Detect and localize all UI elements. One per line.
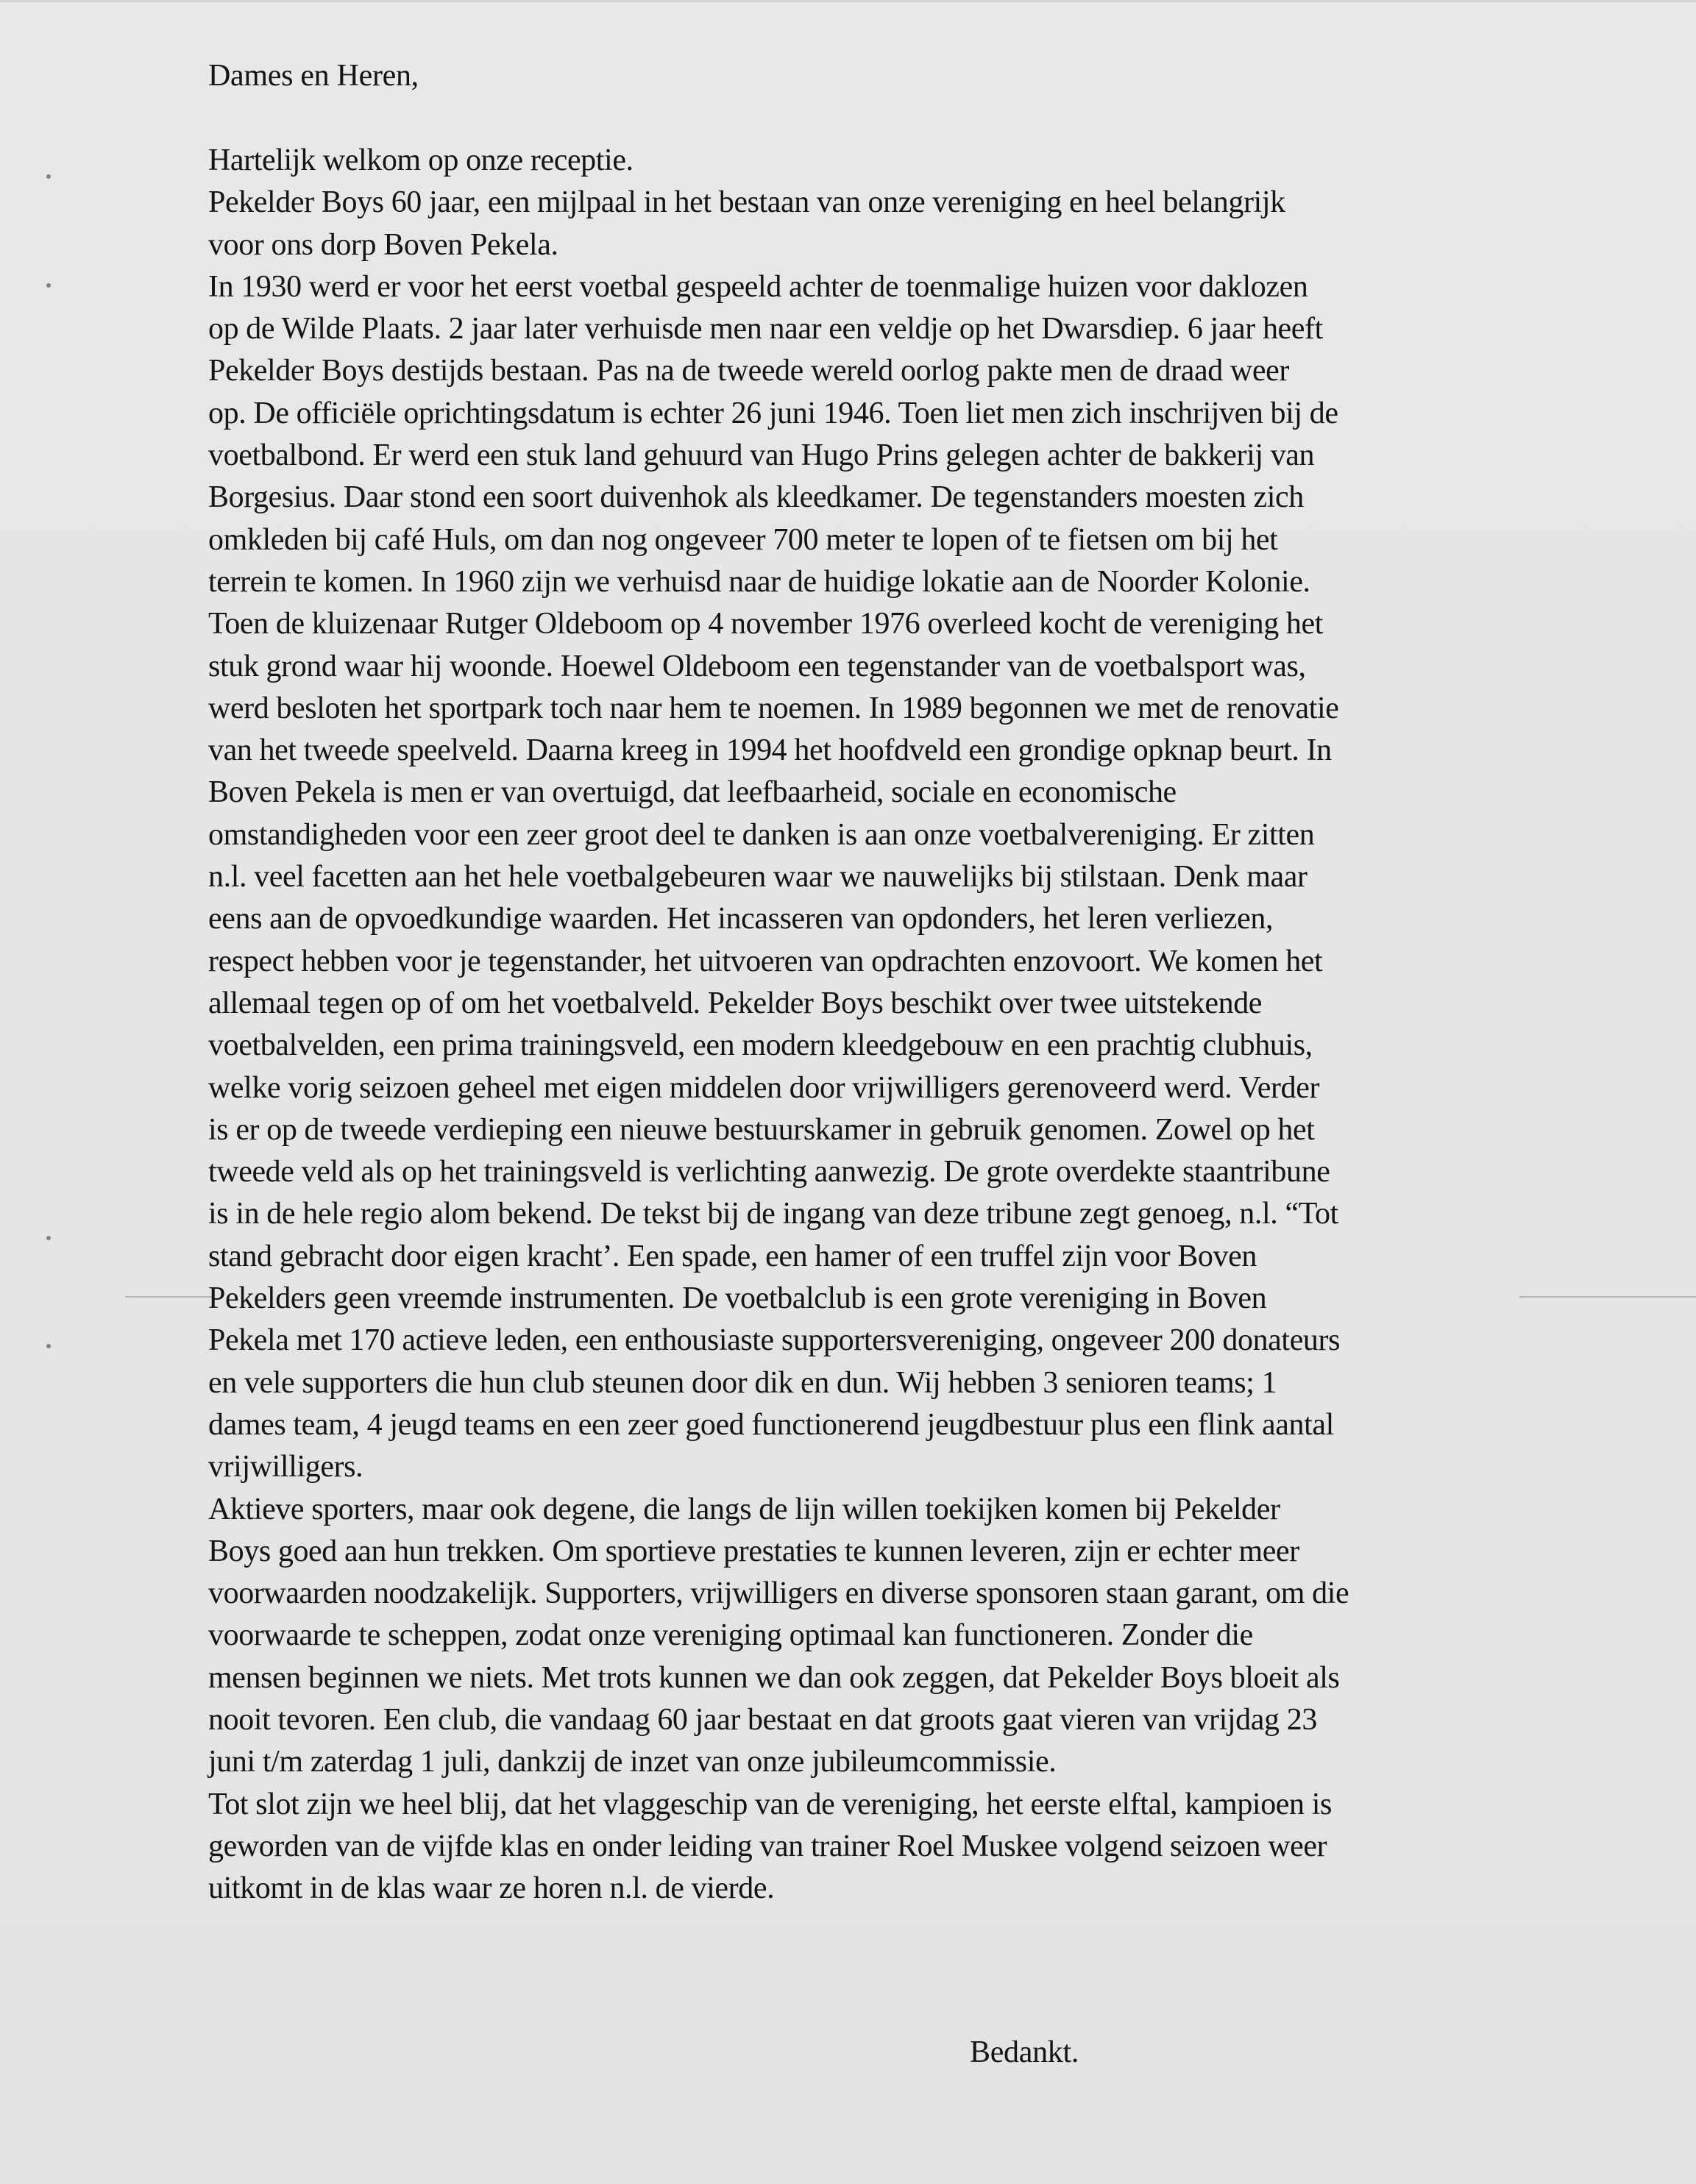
body-line: voorwaarde te scheppen, zodat onze vereniging optimaal kan functioneren. Zonder die xyxy=(208,1618,1253,1653)
body-line: voetbalbond. Er werd een stuk land gehuurd van Hugo Prins gelegen achter de bakkerij van xyxy=(208,438,1315,473)
body-line: voetbalvelden, een prima trainingsveld, een modern kleedgebouw en een prachtig clubhuis, xyxy=(208,1028,1313,1063)
body-line: van het tweede speelveld. Daarna kreeg in 1994 het hoofdveld een grondige opknap beurt. In xyxy=(208,733,1332,768)
body-line: vrijwilligers. xyxy=(208,1450,363,1484)
body-line: stuk grond waar hij woonde. Hoewel Oldeboom een tegenstander van de voetbalsport was, xyxy=(208,649,1306,683)
body-line: Pekelder Boys destijds bestaan. Pas na de tweede wereld oorlog pakte men de draad weer xyxy=(208,354,1289,388)
body-line: In 1930 werd er voor het eerst voetbal gespeeld achter de toenmalige huizen voor daklozen xyxy=(208,269,1308,304)
body-line: welke vorig seizoen geheel met eigen middelen door vrijwilligers gerenoveerd werd. Verder xyxy=(208,1070,1320,1105)
body-line: juni t/m zaterdag 1 juli, dankzij de inzet van onze jubileumcommissie. xyxy=(208,1745,1057,1779)
body-line: mensen beginnen we niets. Met trots kunnen we dan ook zeggen, dat Pekelder Boys bloeit als xyxy=(208,1660,1340,1695)
body-line: Pekelder Boys 60 jaar, een mijlpaal in het bestaan van onze vereniging en heel belangrijk xyxy=(208,185,1285,220)
letter-closing: Bedankt. xyxy=(970,2035,1079,2069)
body-line: voorwaarden noodzakelijk. Supporters, vrijwilligers en diverse sponsoren staan garant, om die xyxy=(208,1576,1349,1611)
body-line: Pekelders geen vreemde instrumenten. De voetbalclub is een grote vereniging in Boven xyxy=(208,1281,1267,1316)
body-line: allemaal tegen op of om het voetbalveld. Pekelder Boys beschikt over twee uitstekende xyxy=(208,986,1263,1020)
body-line: tweede veld als op het trainingsveld is verlichting aanwezig. De grote overdekte staantribune xyxy=(208,1155,1330,1189)
body-line: op. De officiële oprichtingsdatum is echter 26 juni 1946. Toen liet men zich inschrijven bij de xyxy=(208,396,1338,430)
body-line: Boys goed aan hun trekken. Om sportieve prestaties te kunnen leveren, zijn er echter meer xyxy=(208,1534,1299,1568)
body-line: Pekela met 170 actieve leden, een enthousiaste supportersvereniging, ongeveer 200 donateurs xyxy=(208,1323,1341,1358)
body-line: n.l. veel facetten aan het hele voetbalgebeuren waar we nauwelijks bij stilstaan. Denk maar xyxy=(208,860,1308,894)
scan-speck xyxy=(46,283,51,288)
body-line: voor ons dorp Boven Pekela. xyxy=(208,227,558,262)
scan-speck xyxy=(46,174,51,179)
body-line: omkleden bij café Huls, om dan nog ongeveer 700 meter te lopen of te fietsen om bij het xyxy=(208,522,1278,557)
fold-line-left xyxy=(125,1296,213,1298)
letter-salutation: Dames en Heren, xyxy=(208,59,419,93)
body-line: nooit tevoren. Een club, die vandaag 60 jaar bestaat en dat groots gaat vieren van vrijdag 23 xyxy=(208,1702,1317,1737)
body-line: eens aan de opvoedkundige waarden. Het incasseren van opdonders, het leren verliezen, xyxy=(208,902,1274,936)
body-line: en vele supporters die hun club steunen door dik en dun. Wij hebben 3 senioren teams; 1 xyxy=(208,1365,1277,1400)
body-line: Toen de kluizenaar Rutger Oldeboom op 4 november 1976 overleed kocht de vereniging het xyxy=(208,607,1324,641)
scan-top-edge xyxy=(0,0,1696,2)
body-line: Aktieve sporters, maar ook degene, die langs de lijn willen toekijken komen bij Pekelder xyxy=(208,1492,1280,1526)
body-line: uitkomt in de klas waar ze horen n.l. de vierde. xyxy=(208,1871,775,1906)
body-line: Boven Pekela is men er van overtuigd, dat leefbaarheid, sociale en economische xyxy=(208,775,1177,810)
body-line: Borgesius. Daar stond een soort duivenhok als kleedkamer. De tegenstanders moesten zich xyxy=(208,480,1304,515)
body-line: op de Wilde Plaats. 2 jaar later verhuisde men naar een veldje op het Dwarsdiep. 6 jaar heeft xyxy=(208,312,1323,346)
body-line: werd besloten het sportpark toch naar hem te noemen. In 1989 begonnen we met de renovatie xyxy=(208,691,1339,725)
body-line: omstandigheden voor een zeer groot deel te danken is aan onze voetbalvereniging. Er zitten xyxy=(208,817,1315,852)
scan-speck xyxy=(46,1344,51,1348)
scan-speck xyxy=(46,1236,51,1240)
body-line: is in de hele regio alom bekend. De tekst bij de ingang van deze tribune zegt genoeg, n.l. “Tot xyxy=(208,1197,1338,1231)
body-line: respect hebben voor je tegenstander, het uitvoeren van opdrachten enzovoort. We komen het xyxy=(208,944,1323,978)
body-line: dames team, 4 jeugd teams en een zeer goed functionerend jeugdbestuur plus een flink aantal xyxy=(208,1407,1334,1442)
letter-body xyxy=(208,140,1606,1910)
body-line: is er op de tweede verdieping een nieuwe bestuurskamer in gebruik genomen. Zowel op het xyxy=(208,1112,1315,1147)
body-line: geworden van de vijfde klas en onder leiding van trainer Roel Muskee volgend seizoen weer xyxy=(208,1829,1327,1863)
body-line: stand gebracht door eigen kracht’. Een spade, een hamer of een truffel zijn voor Boven xyxy=(208,1239,1257,1273)
body-line: Hartelijk welkom op onze receptie. xyxy=(208,143,634,177)
body-line: Tot slot zijn we heel blij, dat het vlaggeschip van de vereniging, het eerste elftal, kampioen is xyxy=(208,1787,1332,1821)
body-line: terrein te komen. In 1960 zijn we verhuisd naar de huidige lokatie aan de Noorder Kolonie. xyxy=(208,564,1310,599)
